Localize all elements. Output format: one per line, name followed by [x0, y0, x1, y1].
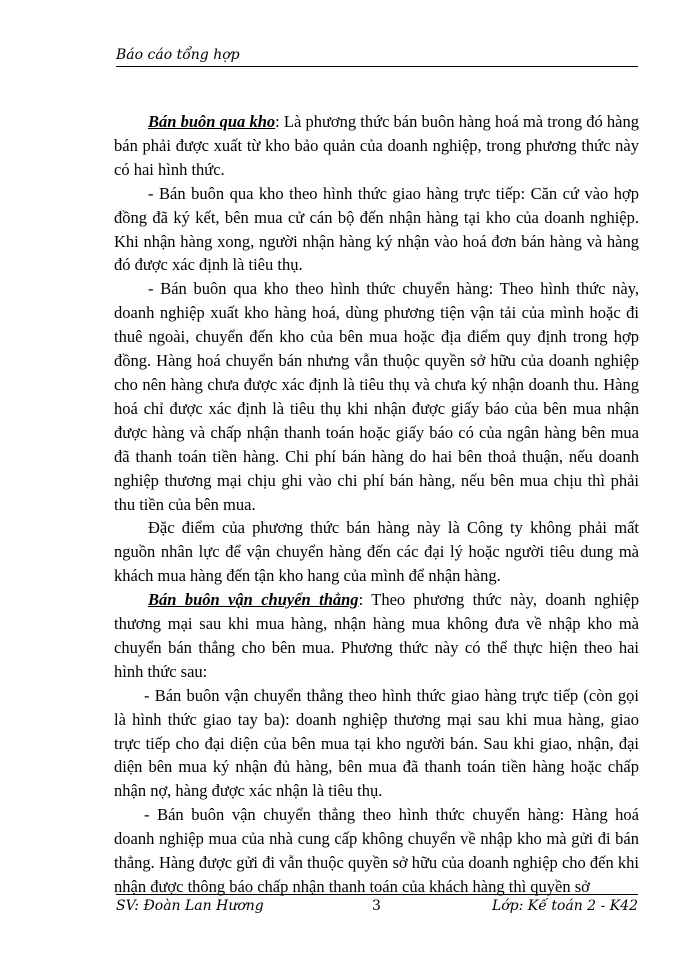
- footer-class: Lớp: Kế toán 2 - K42: [491, 898, 638, 914]
- paragraph-direct-transport: [114, 588, 639, 684]
- paragraph-characteristics: Đặc điểm của phương thức bán hàng này là Công ty không phải mất nguồn nhân lực để vận chuyển hàng đến các đại lý hoặc người tiêu dung mà khách mua hàng đến tận kho hang của mình để nhận hàng.: [114, 518, 639, 586]
- paragraph-transport-shipping: - Bán buôn vận chuyển thẳng theo hình thức chuyển hàng: Hàng hoá doanh nghiệp mua của nhà cung cấp không chuyển về nhập kho mà gửi đi bán thẳng. Hàng được gửi đi vẫn thuộc quyền sở hữu của doanh nghiệp cho đến khi nhận được thông báo chấp nhận thanh toán của khách hàng thì quyền sở: [114, 805, 639, 896]
- term-wholesale-warehouse: Bán buôn qua kho: [148, 112, 276, 131]
- body-text: [114, 110, 639, 899]
- paragraph-three-party: - Bán buôn vận chuyển thẳng theo hình thức giao hàng trực tiếp (còn gọi là hình thức giao tay ba): doanh nghiệp thương mại sau khi mua hàng, giao trực tiếp cho đại diện của bên mua tại kho người bán. Sau khi giao, nhận, đại diện bên mua ký nhận đủ hàng, bên mua đã thanh toán tiền hàng hoặc chấp nhận nợ, hàng được xác nhận là tiêu thụ.: [114, 685, 639, 801]
- paragraph-text: : Theo phương thức này, doanh nghiệp thương mại sau khi mua hàng, nhận hàng mua không đưa về nhập kho mà chuyển bán thẳng cho bên mua. Phương thức này có thể thực hiện theo hai hình thức sau:: [114, 590, 639, 681]
- page-footer: [116, 894, 638, 917]
- paragraph-text: : Là phương thức bán buôn hàng hoá mà trong đó hàng bán phải được xuất từ kho bảo quản của doanh nghiệp, trong phương thức này có hai hình thức.: [114, 112, 639, 179]
- header-title: Báo cáo tổng hợp: [116, 47, 240, 63]
- page-number: 3: [372, 898, 381, 914]
- term-direct-transport: Bán buôn vận chuyển thẳng: [148, 590, 359, 610]
- footer-student: SV: Đoàn Lan Hương: [116, 898, 264, 914]
- paragraph-shipping: - Bán buôn qua kho theo hình thức chuyển hàng: Theo hình thức này, doanh nghiệp xuất kho hàng hoá, dùng phương tiện vận tải của mình hoặc đi thuê ngoài, chuyển đến kho của bên mua hoặc địa điểm quy định trong hợp đồng. Hàng hoá chuyển bán nhưng vẫn thuộc quyền sở hữu của doanh nghiệp cho nên hàng chưa được xác định là tiêu thụ và chưa ký nhận doanh thu. Hàng hoá chỉ được xác định là tiêu thụ khi nhận được giấy báo của bên mua nhận được hàng và chấp nhận thanh toán hoặc giấy báo có của ngân hàng bên mua đã thanh toán tiền hàng. Chi phí bán hàng do hai bên thoả thuận, nếu doanh nghiệp thương mại chịu ghi vào chi phí bán hàng, nếu bên mua chịu thì phải thu tiền của bên mua.: [114, 279, 639, 514]
- page-header: [116, 46, 638, 67]
- paragraph-wholesale-warehouse: [114, 110, 639, 182]
- paragraph-direct-delivery: - Bán buôn qua kho theo hình thức giao hàng trực tiếp: Căn cứ vào hợp đồng đã ký kết, bên mua cử cán bộ đến nhận hàng tại kho của doanh nghiệp. Khi nhận hàng xong, người nhận hàng ký nhận vào hoá đơn bán hàng và hàng đó được xác định là tiêu thụ.: [114, 183, 639, 275]
